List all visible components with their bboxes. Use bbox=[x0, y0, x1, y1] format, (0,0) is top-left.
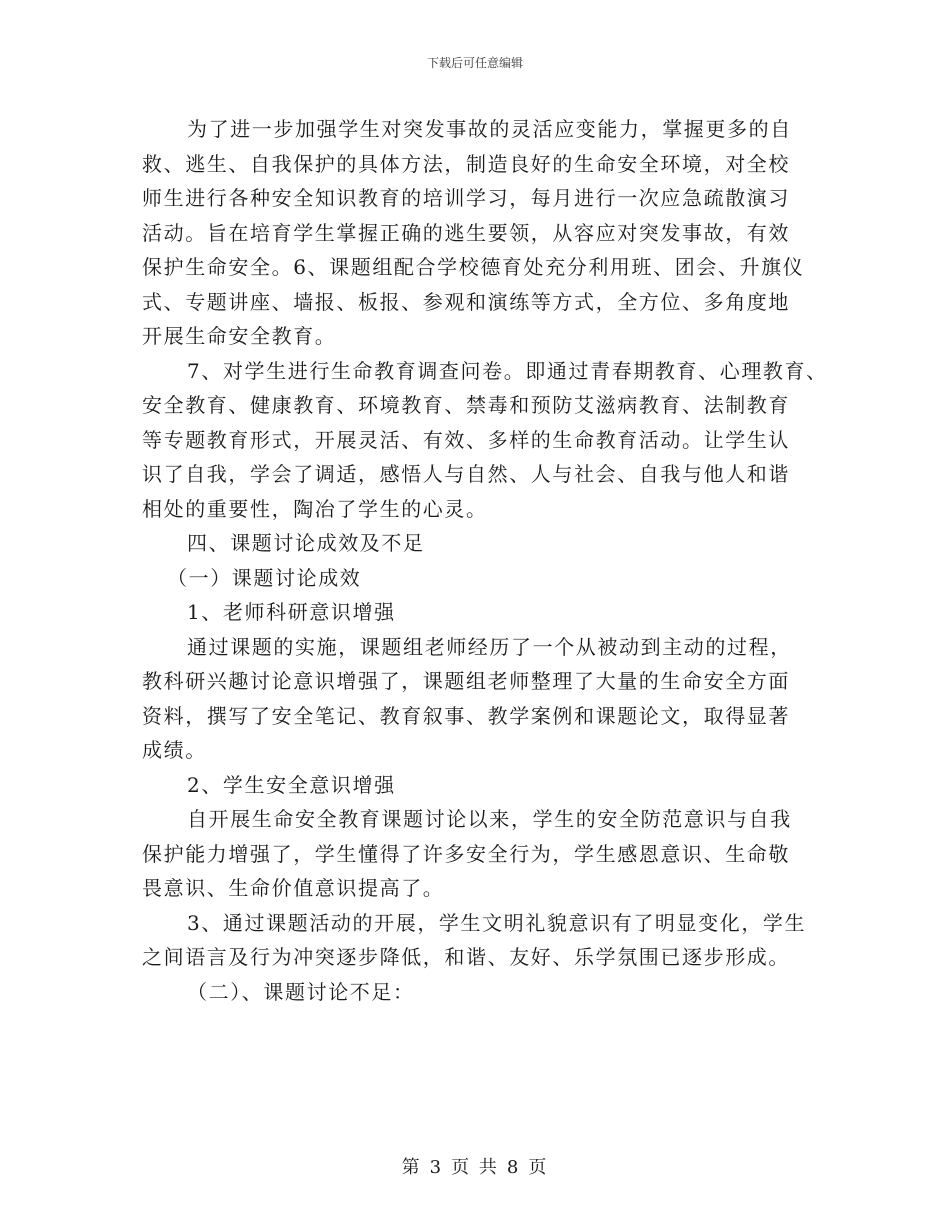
body-line: 通过课题的实施，课题组老师经历了一个从被动到主动的过程， bbox=[187, 634, 792, 659]
page-label-suffix: 页 bbox=[528, 1157, 549, 1178]
body-line: 活动。旨在培育学生掌握正确的逃生要领，从容应对突发事故，有效 bbox=[142, 220, 790, 245]
page-label-prefix: 第 bbox=[401, 1157, 422, 1178]
page-header: 下载后可任意编辑 bbox=[426, 56, 523, 70]
document-body bbox=[142, 112, 832, 1009]
page-footer bbox=[0, 1153, 950, 1179]
body-line: 救、逃生、自我保护的具体方法，制造良好的生命安全环境，对全校 bbox=[142, 151, 790, 176]
item-heading: 1、老师科研意识增强 bbox=[187, 600, 396, 624]
body-line: 3、通过课题活动的开展，学生文明礼貌意识有了明显变化，学生 bbox=[187, 910, 807, 935]
body-line: 相处的重要性，陶冶了学生的心灵。 bbox=[142, 496, 488, 521]
subsection-heading: （一）课题讨论成效 bbox=[167, 565, 362, 590]
subsection-heading: （二）、课题讨论不足： bbox=[187, 979, 415, 1004]
body-line: 自开展生命安全教育课题讨论以来，学生的安全防范意识与自我 bbox=[187, 807, 792, 831]
body-line: 师生进行各种安全知识教育的培训学习，每月进行一次应急疏散演习 bbox=[142, 186, 790, 210]
body-line: 成绩。 bbox=[142, 738, 207, 762]
body-line: 教科研兴趣讨论意识增强了，课题组老师整理了大量的生命安全方面 bbox=[142, 669, 790, 693]
item-heading: 2、学生安全意识增强 bbox=[187, 772, 396, 797]
section-heading: 四、课题讨论成效及不足 bbox=[187, 531, 425, 555]
body-line: 等专题教育形式，开展灵活、有效、多样的生命教育活动。让学生认 bbox=[142, 427, 790, 452]
body-line: 式、专题讲座、墙报、板报、参观和演练等方式，全方位、多角度地 bbox=[142, 289, 790, 314]
body-line: 之间语言及行为冲突逐步降低，和谐、友好、乐学氛围已逐步形成。 bbox=[142, 945, 790, 969]
body-line: 开展生命安全教育。 bbox=[142, 324, 337, 348]
body-line: 安全教育、健康教育、环境教育、禁毒和预防艾滋病教育、法制教育 bbox=[142, 393, 790, 417]
body-line: 识了自我，学会了调适，感悟人与自然、人与社会、自我与他人和谐 bbox=[142, 462, 790, 486]
body-line: 资料，撰写了安全笔记、教育叙事、教学案例和课题论文，取得显著 bbox=[142, 703, 790, 728]
total-pages: 8 bbox=[506, 1157, 521, 1178]
body-line: 保护能力增强了，学生懂得了许多安全行为，学生感恩意识、生命敬 bbox=[142, 841, 790, 866]
body-line: 为了进一步加强学生对突发事故的灵活应变能力，掌握更多的自 bbox=[187, 117, 792, 141]
page-number: 3 bbox=[429, 1157, 444, 1178]
page-label-middle: 页 共 bbox=[451, 1157, 499, 1178]
body-line: 7、对学生进行生命教育调查问卷。即通过青春期教育、心理教育、 bbox=[187, 358, 828, 383]
body-line: 保护生命安全。6、课题组配合学校德育处充分利用班、团会、升旗仪 bbox=[142, 255, 805, 279]
body-line: 畏意识、生命价值意识提高了。 bbox=[142, 876, 445, 900]
